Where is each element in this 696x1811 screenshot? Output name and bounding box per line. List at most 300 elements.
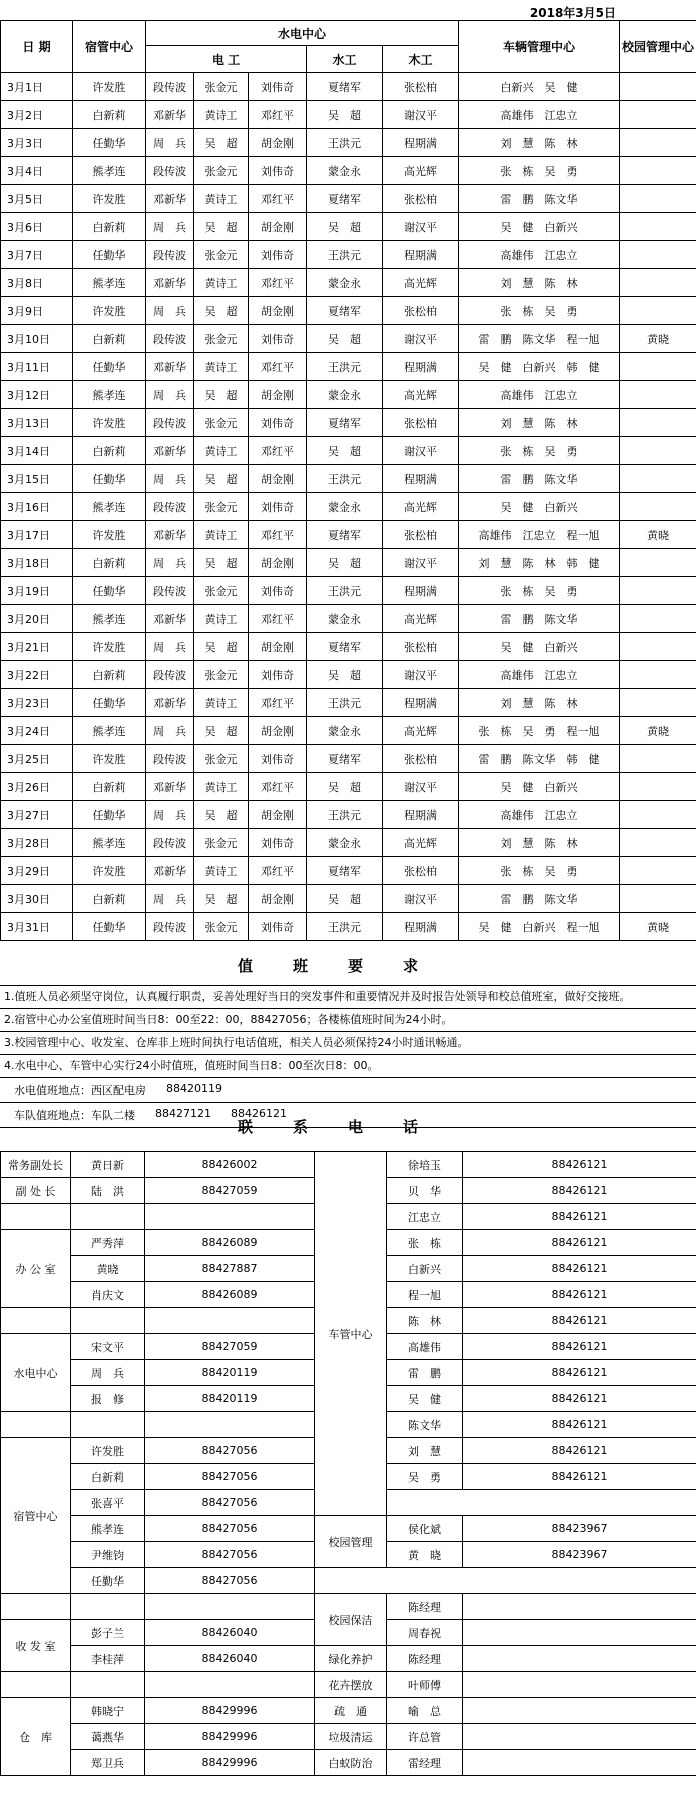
schedule-campus: [620, 605, 696, 633]
schedule-campus: [620, 661, 696, 689]
schedule-vehicle: 刘 慧 陈 林: [459, 829, 620, 857]
schedule-date: 3月9日: [1, 297, 73, 325]
schedule-plumber: 王洪元: [307, 577, 383, 605]
fleet-contact-name: 贝 华: [387, 1178, 463, 1204]
other-dept: 校园保洁: [315, 1594, 387, 1646]
schedule-carpenter: 程期满: [383, 129, 459, 157]
schedule-plumber: 夏绪军: [307, 745, 383, 773]
other-contact-name: 陈经理: [387, 1646, 463, 1672]
contact-dept-fleet: 车管中心: [315, 1152, 387, 1516]
schedule-plumber: 蒙金永: [307, 157, 383, 185]
schedule-carpenter: 谢汉平: [383, 773, 459, 801]
schedule-plumber: 蒙金永: [307, 381, 383, 409]
contact-phone: 88426089: [145, 1230, 315, 1256]
schedule-campus: [620, 465, 696, 493]
schedule-vehicle: 高雄伟 江忠立: [459, 381, 620, 409]
schedule-date: 3月30日: [1, 885, 73, 913]
schedule-date: 3月14日: [1, 437, 73, 465]
contact-dept: 副 处 长: [1, 1178, 71, 1204]
contact-phone: 88426040: [145, 1646, 315, 1672]
contact-name: 彭子兰: [71, 1620, 145, 1646]
schedule-electrician-3: 刘伟奇: [249, 829, 307, 857]
schedule-plumber: 王洪元: [307, 801, 383, 829]
schedule-plumber: 吴 超: [307, 773, 383, 801]
contact-phone: 88427056: [145, 1438, 315, 1464]
contact-name: 黄晓: [71, 1256, 145, 1282]
schedule-electrician-2: 张金元: [194, 409, 249, 437]
schedule-electrician-3: 胡金刚: [249, 465, 307, 493]
schedule-row: [1, 577, 696, 605]
schedule-vehicle: 雷 鹏 陈文华: [459, 885, 620, 913]
contact-phone: [145, 1204, 315, 1230]
fleet-contact-phone: 88426121: [463, 1386, 696, 1412]
schedule-electrician-1: 邓新华: [146, 689, 194, 717]
schedule-row: [1, 717, 696, 745]
contact-dept: 宿管中心: [1, 1438, 71, 1594]
schedule-electrician-2: 张金元: [194, 73, 249, 101]
fleet-contact-phone: 88426121: [463, 1178, 696, 1204]
schedule-campus: [620, 633, 696, 661]
schedule-date: 3月25日: [1, 745, 73, 773]
schedule-dorm: 任勤华: [73, 577, 146, 605]
water-duty-location: [0, 1078, 696, 1103]
schedule-carpenter: 张松柏: [383, 745, 459, 773]
schedule-electrician-3: 胡金刚: [249, 801, 307, 829]
schedule-plumber: 蒙金永: [307, 493, 383, 521]
schedule-vehicle: 雷 鹏 陈文华: [459, 605, 620, 633]
schedule-electrician-3: 刘伟奇: [249, 73, 307, 101]
schedule-electrician-2: 黄诗工: [194, 437, 249, 465]
schedule-carpenter: 张松柏: [383, 185, 459, 213]
contact-name: 熊孝连: [71, 1516, 145, 1542]
schedule-plumber: 蒙金永: [307, 829, 383, 857]
schedule-electrician-2: 黄诗工: [194, 857, 249, 885]
schedule-vehicle: 刘 慧 陈 林: [459, 129, 620, 157]
schedule-dorm: 熊孝连: [73, 605, 146, 633]
schedule-electrician-3: 胡金刚: [249, 381, 307, 409]
water-location-label: 水电值班地点：西区配电房: [14, 1084, 146, 1097]
schedule-campus: [620, 353, 696, 381]
schedule-date: 3月16日: [1, 493, 73, 521]
schedule-dorm: 白新莉: [73, 325, 146, 353]
schedule-electrician-2: 张金元: [194, 157, 249, 185]
schedule-dorm: 白新莉: [73, 773, 146, 801]
contact-dept-campus: 校园管理: [315, 1516, 387, 1568]
schedule-electrician-2: 黄诗工: [194, 101, 249, 129]
schedule-electrician-2: 吴 超: [194, 129, 249, 157]
schedule-date: 3月19日: [1, 577, 73, 605]
schedule-electrician-3: 刘伟奇: [249, 661, 307, 689]
schedule-electrician-2: 黄诗工: [194, 353, 249, 381]
schedule-vehicle: 刘 慧 陈 林: [459, 689, 620, 717]
schedule-date: 3月5日: [1, 185, 73, 213]
schedule-dorm: 白新莉: [73, 885, 146, 913]
schedule-row: [1, 297, 696, 325]
schedule-electrician-1: 周 兵: [146, 633, 194, 661]
schedule-electrician-1: 邓新华: [146, 353, 194, 381]
campus-contact-name: 侯化斌: [387, 1516, 463, 1542]
schedule-campus: [620, 381, 696, 409]
fleet-contact-name: 程一旭: [387, 1282, 463, 1308]
schedule-date: 3月8日: [1, 269, 73, 297]
fleet-location-phone2: 88426121: [231, 1107, 287, 1120]
schedule-row: [1, 157, 696, 185]
schedule-row: [1, 437, 696, 465]
schedule-electrician-3: 刘伟奇: [249, 409, 307, 437]
schedule-plumber: 王洪元: [307, 689, 383, 717]
schedule-dorm: 任勤华: [73, 913, 146, 941]
fleet-contact-phone: 88426121: [463, 1438, 696, 1464]
schedule-carpenter: 谢汉平: [383, 661, 459, 689]
schedule-campus: [620, 745, 696, 773]
schedule-row: [1, 605, 696, 633]
schedule-date: 3月1日: [1, 73, 73, 101]
schedule-electrician-3: 胡金刚: [249, 297, 307, 325]
schedule-electrician-3: 邓红平: [249, 689, 307, 717]
campus-contact-phone: 88423967: [463, 1516, 696, 1542]
schedule-date: 3月20日: [1, 605, 73, 633]
contact-phone: 88427887: [145, 1256, 315, 1282]
schedule-date: 3月4日: [1, 157, 73, 185]
schedule-plumber: 吴 超: [307, 885, 383, 913]
schedule-carpenter: 张松柏: [383, 521, 459, 549]
schedule-electrician-2: 张金元: [194, 829, 249, 857]
schedule-carpenter: 程期满: [383, 241, 459, 269]
schedule-dorm: 熊孝连: [73, 157, 146, 185]
schedule-carpenter: 谢汉平: [383, 885, 459, 913]
schedule-date: 3月12日: [1, 381, 73, 409]
schedule-campus: 黄晓: [620, 325, 696, 353]
schedule-row: [1, 661, 696, 689]
contacts-title: 联系电话: [237, 1118, 458, 1136]
contact-phone: [145, 1594, 315, 1620]
fleet-contact-name: 陈文华: [387, 1412, 463, 1438]
fleet-contact-phone: 88426121: [463, 1256, 696, 1282]
fleet-contact-name: 吴 健: [387, 1386, 463, 1412]
schedule-carpenter: 张松柏: [383, 857, 459, 885]
schedule-vehicle: 雷 鹏 陈文华: [459, 185, 620, 213]
schedule-plumber: 王洪元: [307, 913, 383, 941]
schedule-dorm: 许发胜: [73, 857, 146, 885]
schedule-dorm: 许发胜: [73, 633, 146, 661]
empty-cell: [387, 1490, 696, 1516]
schedule-electrician-2: 黄诗工: [194, 689, 249, 717]
schedule-campus: [620, 157, 696, 185]
contact-row: [1, 1152, 696, 1178]
schedule-carpenter: 程期满: [383, 353, 459, 381]
schedule-plumber: 吴 超: [307, 549, 383, 577]
requirements-title: 值班要求: [237, 957, 458, 975]
schedule-date: 3月29日: [1, 857, 73, 885]
schedule-carpenter: 谢汉平: [383, 213, 459, 241]
fleet-contact-name: 高雄伟: [387, 1334, 463, 1360]
contact-row: [1, 1646, 696, 1672]
schedule-electrician-2: 吴 超: [194, 717, 249, 745]
schedule-date: 3月18日: [1, 549, 73, 577]
schedule-electrician-2: 吴 超: [194, 885, 249, 913]
other-contact-name: 陈经理: [387, 1594, 463, 1620]
schedule-electrician-2: 吴 超: [194, 381, 249, 409]
schedule-date: 3月2日: [1, 101, 73, 129]
schedule-row: [1, 73, 696, 101]
schedule-row: [1, 745, 696, 773]
schedule-plumber: 吴 超: [307, 661, 383, 689]
contact-phone: 88420119: [145, 1360, 315, 1386]
schedule-vehicle: 吴 健 白新兴 程一旭: [459, 913, 620, 941]
schedule-vehicle: 吴 健 白新兴 韩 健: [459, 353, 620, 381]
contact-name: 陆 洪: [71, 1178, 145, 1204]
contact-dept: 仓 库: [1, 1698, 71, 1776]
schedule-campus: [620, 801, 696, 829]
schedule-campus: [620, 241, 696, 269]
schedule-electrician-2: 张金元: [194, 745, 249, 773]
schedule-electrician-2: 吴 超: [194, 213, 249, 241]
schedule-electrician-2: 黄诗工: [194, 185, 249, 213]
schedule-plumber: 吴 超: [307, 325, 383, 353]
schedule-electrician-3: 邓红平: [249, 857, 307, 885]
header-water-electric: 水电中心: [146, 21, 459, 46]
contact-name: 尹维钧: [71, 1542, 145, 1568]
schedule-campus: [620, 885, 696, 913]
schedule-vehicle: 张 栋 吴 勇: [459, 297, 620, 325]
schedule-electrician-1: 段传波: [146, 829, 194, 857]
schedule-vehicle: 吴 健 白新兴: [459, 493, 620, 521]
schedule-date: 3月26日: [1, 773, 73, 801]
schedule-electrician-1: 周 兵: [146, 801, 194, 829]
schedule-electrician-3: 刘伟奇: [249, 913, 307, 941]
schedule-electrician-2: 吴 超: [194, 465, 249, 493]
requirement-line: 3.校园管理中心、收发室、仓库非上班时间执行电话值班，相关人员必须保持24小时通讯畅通。: [0, 1032, 696, 1055]
contact-name: 蔼燕华: [71, 1724, 145, 1750]
schedule-electrician-1: 周 兵: [146, 381, 194, 409]
schedule-plumber: 夏绪军: [307, 521, 383, 549]
schedule-row: [1, 101, 696, 129]
schedule-electrician-2: 张金元: [194, 493, 249, 521]
schedule-plumber: 夏绪军: [307, 633, 383, 661]
contact-phone: 88429996: [145, 1724, 315, 1750]
contact-phone: 88429996: [145, 1698, 315, 1724]
schedule-electrician-1: 周 兵: [146, 717, 194, 745]
contacts-table: [0, 1151, 696, 1776]
schedule-dorm: 白新莉: [73, 213, 146, 241]
schedule-dorm: 任勤华: [73, 689, 146, 717]
fleet-contact-name: 徐培玉: [387, 1152, 463, 1178]
other-contact-name: 周春祝: [387, 1620, 463, 1646]
schedule-dorm: 任勤华: [73, 801, 146, 829]
schedule-electrician-3: 邓红平: [249, 605, 307, 633]
contact-row: [1, 1672, 696, 1698]
contact-phone: [145, 1672, 315, 1698]
schedule-date: 3月27日: [1, 801, 73, 829]
schedule-dorm: 任勤华: [73, 465, 146, 493]
schedule-vehicle: 高雄伟 江忠立: [459, 241, 620, 269]
schedule-electrician-3: 邓红平: [249, 353, 307, 381]
schedule-row: [1, 493, 696, 521]
contact-name: 严秀萍: [71, 1230, 145, 1256]
fleet-contact-name: 江忠立: [387, 1204, 463, 1230]
other-contact-name: 喻 总: [387, 1698, 463, 1724]
schedule-row: [1, 129, 696, 157]
contact-name: [71, 1204, 145, 1230]
schedule-electrician-2: 吴 超: [194, 297, 249, 325]
schedule-electrician-3: 胡金刚: [249, 885, 307, 913]
schedule-electrician-3: 胡金刚: [249, 549, 307, 577]
other-dept: 花卉摆放: [315, 1672, 387, 1698]
schedule-plumber: 蒙金永: [307, 717, 383, 745]
schedule-row: [1, 269, 696, 297]
contact-phone: 88427056: [145, 1516, 315, 1542]
schedule-vehicle: 张 栋 吴 勇: [459, 157, 620, 185]
requirements-section: [0, 985, 696, 1128]
schedule-dorm: 熊孝连: [73, 493, 146, 521]
duty-schedule-table: [0, 20, 696, 941]
schedule-electrician-1: 周 兵: [146, 129, 194, 157]
other-contact-phone: [463, 1724, 696, 1750]
fleet-contact-phone: 88426121: [463, 1204, 696, 1230]
contact-name: [71, 1594, 145, 1620]
contact-name: 周 兵: [71, 1360, 145, 1386]
schedule-dorm: 熊孝连: [73, 381, 146, 409]
schedule-electrician-2: 张金元: [194, 577, 249, 605]
schedule-date: 3月10日: [1, 325, 73, 353]
schedule-dorm: 白新莉: [73, 661, 146, 689]
contact-row: [1, 1594, 696, 1620]
header-vehicle: 车辆管理中心: [459, 21, 620, 73]
schedule-plumber: 王洪元: [307, 353, 383, 381]
contact-row: [1, 1724, 696, 1750]
fleet-location-label: 车队值班地点：车队二楼: [14, 1109, 135, 1122]
schedule-electrician-3: 刘伟奇: [249, 493, 307, 521]
schedule-carpenter: 张松柏: [383, 633, 459, 661]
schedule-electrician-3: 胡金刚: [249, 129, 307, 157]
schedule-campus: [620, 269, 696, 297]
schedule-vehicle: 吴 健 白新兴: [459, 213, 620, 241]
schedule-electrician-1: 邓新华: [146, 437, 194, 465]
schedule-vehicle: 吴 健 白新兴: [459, 773, 620, 801]
schedule-date: 3月21日: [1, 633, 73, 661]
schedule-dorm: 白新莉: [73, 437, 146, 465]
schedule-carpenter: 谢汉平: [383, 325, 459, 353]
fleet-contact-phone: 88426121: [463, 1360, 696, 1386]
date-text: 2018年3月5日: [529, 6, 616, 20]
contact-name: 李桂萍: [71, 1646, 145, 1672]
schedule-campus: [620, 73, 696, 101]
schedule-vehicle: 高雄伟 江忠立: [459, 661, 620, 689]
contact-name: 黄日新: [71, 1152, 145, 1178]
schedule-date: 3月3日: [1, 129, 73, 157]
schedule-electrician-2: 吴 超: [194, 633, 249, 661]
schedule-electrician-1: 邓新华: [146, 101, 194, 129]
schedule-electrician-1: 邓新华: [146, 269, 194, 297]
schedule-dorm: 熊孝连: [73, 829, 146, 857]
schedule-campus: [620, 437, 696, 465]
header-plumber: 水工: [307, 46, 383, 73]
contact-name: [71, 1412, 145, 1438]
schedule-carpenter: 谢汉平: [383, 549, 459, 577]
schedule-carpenter: 张松柏: [383, 73, 459, 101]
fleet-contact-phone: 88426121: [463, 1334, 696, 1360]
schedule-electrician-2: 黄诗工: [194, 521, 249, 549]
schedule-electrician-1: 段传波: [146, 577, 194, 605]
other-contact-name: 叶师傅: [387, 1672, 463, 1698]
water-location-phone: 88420119: [166, 1082, 222, 1095]
schedule-electrician-1: 段传波: [146, 913, 194, 941]
fleet-contact-phone: 88426121: [463, 1152, 696, 1178]
schedule-electrician-3: 胡金刚: [249, 213, 307, 241]
contact-phone: 88427056: [145, 1542, 315, 1568]
other-contact-name: 雷经理: [387, 1750, 463, 1776]
header-campus: 校园管理中心: [620, 21, 696, 73]
schedule-electrician-2: 吴 超: [194, 801, 249, 829]
schedule-row: [1, 213, 696, 241]
contact-phone: 88429996: [145, 1750, 315, 1776]
schedule-electrician-1: 段传波: [146, 493, 194, 521]
requirement-line: 2.宿管中心办公室值班时间当日8：00至22：00，88427056；各楼栋值班时间为24小时。: [0, 1009, 696, 1032]
contact-name: 任勤华: [71, 1568, 145, 1594]
other-contact-phone: [463, 1750, 696, 1776]
other-dept: 白蚁防治: [315, 1750, 387, 1776]
schedule-date: 3月22日: [1, 661, 73, 689]
contact-phone: 88427059: [145, 1178, 315, 1204]
contact-phone: 88426089: [145, 1282, 315, 1308]
contact-name: 张喜平: [71, 1490, 145, 1516]
schedule-row: [1, 773, 696, 801]
fleet-contact-phone: 88426121: [463, 1308, 696, 1334]
schedule-electrician-1: 周 兵: [146, 465, 194, 493]
contact-dept: 收 发 室: [1, 1620, 71, 1672]
schedule-electrician-1: 周 兵: [146, 297, 194, 325]
header-carpenter: 木工: [383, 46, 459, 73]
schedule-carpenter: 程期满: [383, 801, 459, 829]
schedule-row: [1, 801, 696, 829]
contact-name: 许发胜: [71, 1438, 145, 1464]
schedule-dorm: 熊孝连: [73, 717, 146, 745]
schedule-electrician-3: 邓红平: [249, 269, 307, 297]
schedule-row: [1, 633, 696, 661]
other-dept: 绿化养护: [315, 1646, 387, 1672]
schedule-dorm: 任勤华: [73, 129, 146, 157]
schedule-vehicle: 吴 健 白新兴: [459, 633, 620, 661]
schedule-campus: [620, 409, 696, 437]
schedule-vehicle: 刘 慧 陈 林: [459, 269, 620, 297]
schedule-carpenter: 高光辉: [383, 829, 459, 857]
header-electrician: 电 工: [146, 46, 307, 73]
contact-dept: 常务副处长: [1, 1152, 71, 1178]
contact-phone: 88426002: [145, 1152, 315, 1178]
schedule-electrician-1: 周 兵: [146, 885, 194, 913]
schedule-campus: 黄晓: [620, 913, 696, 941]
fleet-contact-name: 雷 鹏: [387, 1360, 463, 1386]
schedule-row: [1, 885, 696, 913]
contact-phone: 88427056: [145, 1464, 315, 1490]
schedule-campus: 黄晓: [620, 717, 696, 745]
schedule-plumber: 吴 超: [307, 437, 383, 465]
schedule-plumber: 夏绪军: [307, 409, 383, 437]
schedule-row: [1, 829, 696, 857]
schedule-carpenter: 程期满: [383, 913, 459, 941]
contact-row: [1, 1698, 696, 1724]
schedule-electrician-1: 段传波: [146, 73, 194, 101]
schedule-plumber: 王洪元: [307, 129, 383, 157]
contact-dept: [1, 1412, 71, 1438]
schedule-plumber: 夏绪军: [307, 185, 383, 213]
other-contact-phone: [463, 1672, 696, 1698]
contact-name: 报 修: [71, 1386, 145, 1412]
fleet-contact-name: 刘 慧: [387, 1438, 463, 1464]
schedule-campus: [620, 493, 696, 521]
schedule-electrician-3: 刘伟奇: [249, 577, 307, 605]
schedule-electrician-1: 段传波: [146, 325, 194, 353]
